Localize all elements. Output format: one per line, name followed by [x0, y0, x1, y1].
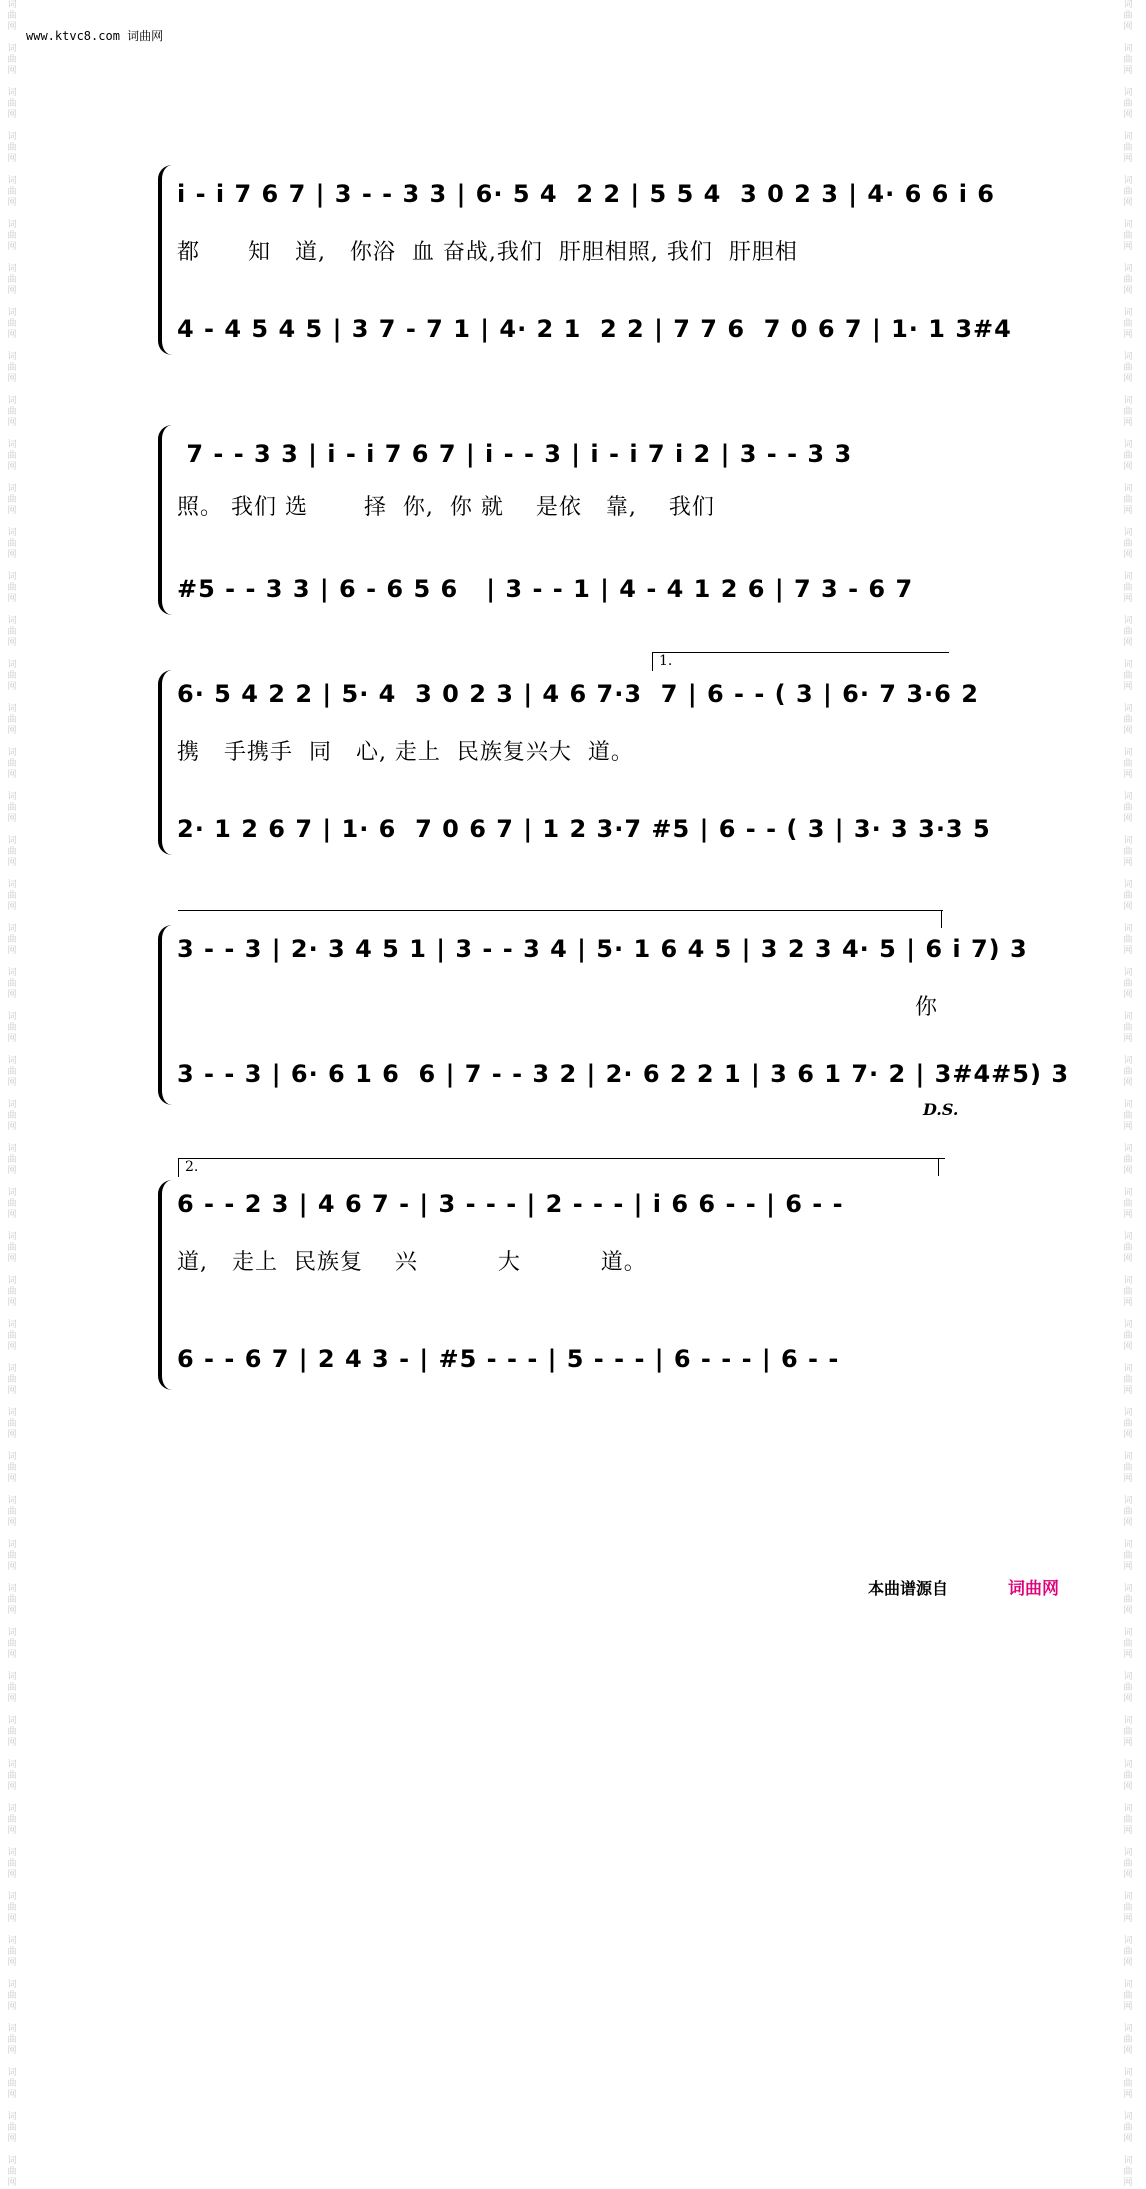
lower-voice: 4 - 4 5 4 5 | 3 7 - 7 1 | 4· 2 1 2 2 | 7 7 6 7 0 6 7 | 1· 1 3#4 [177, 315, 1012, 343]
source-label: 本曲谱源自 [868, 1579, 949, 1598]
lower-voice: 6 - - 6 7 | 2 4 3 - | #5 - - - | 5 - - - | 6 - - - | 6 - - [177, 1345, 840, 1373]
upper-voice: 7 - - 3 3 | i - i 7 6 7 | i - - 3 | i - i 7 i 2 | 3 - - 3 3 [177, 440, 853, 468]
lyric-line: 都 知 道, 你浴 血 奋战,我们 肝胆相照, 我们 肝胆相 [177, 240, 798, 265]
lyric-line: 照。 我们 选 择 你, 你 就 是依 靠, 我们 [177, 495, 715, 520]
upper-voice: 6 - - 2 3 | 4 6 7 - | 3 - - - | 2 - - - | i 6 6 - - | 6 - - [177, 1190, 844, 1218]
system-3 [155, 675, 995, 875]
watermark-left: 词 曲 网 词 曲 网 词 曲 网 词 曲 网 词 曲 网 词 曲 网 词 曲 网 词 曲 网 词 曲 网 词 曲 网 词 曲 网 词 曲 网 词 曲 网 词 曲 网 词 曲 网 词 曲 网 词 曲 网 词 曲 网 词 曲 网 词 曲 网 词 曲 网 词 曲 网 词 曲 网 词 曲 网 词 曲 网 词 曲 网 词 曲 网 词 曲 网 词 曲 网 词 曲 网 词 曲 网 词 曲 网 词 曲 网 词 曲 网 词 曲 网 词 曲 网 词 曲 网 词 曲 网 词 曲 网 词 曲 网 词 曲 网 词 曲 网 词 曲 网 词 曲 网 词 曲 网 词 曲 网 词 曲 网 词 曲 网 词 曲 网 词 曲 网 [7, 0, 17, 2188]
source-name: 词曲网 [1008, 1579, 1059, 1599]
site-header: www.ktvc8.com 词曲网 [26, 29, 164, 43]
lyric-line: 你 [915, 995, 939, 1020]
lyric-line: 道, 走上 民族复 兴 大 道。 [177, 1250, 647, 1275]
system-4 [155, 930, 1070, 1130]
system-5 [155, 1185, 995, 1405]
volta-end [941, 910, 942, 928]
system-2 [155, 435, 995, 635]
upper-voice: i - i 7 6 7 | 3 - - 3 3 | 6· 5 4 2 2 | 5 5 4 3 0 2 3 | 4· 6 6 i 6 [177, 180, 995, 208]
volta-end [938, 1158, 939, 1176]
lower-voice: 2· 1 2 6 7 | 1· 6 7 0 6 7 | 1 2 3·7 #5 | 6 - - ( 3 | 3· 3 3·3 5 [177, 815, 991, 843]
upper-voice: 3 - - 3 | 2· 3 4 5 1 | 3 - - 3 4 | 5· 1 6 4 5 | 3 2 3 4· 5 | 6 i 7) 3 [177, 935, 1028, 963]
lower-voice: #5 - - 3 3 | 6 - 6 5 6 | 3 - - 1 | 4 - 4 1 2 6 | 7 3 - 6 7 [177, 575, 914, 603]
dal-segno-mark: D.S. [923, 1100, 959, 1119]
lyric-line: 携 手携手 同 心, 走上 民族复兴大 道。 [177, 740, 634, 765]
volta-line [178, 910, 943, 911]
watermark-right: 词 曲 网 词 曲 网 词 曲 网 词 曲 网 词 曲 网 词 曲 网 词 曲 网 词 曲 网 词 曲 网 词 曲 网 词 曲 网 词 曲 网 词 曲 网 词 曲 网 词 曲 网 词 曲 网 词 曲 网 词 曲 网 词 曲 网 词 曲 网 词 曲 网 词 曲 网 词 曲 网 词 曲 网 词 曲 网 词 曲 网 词 曲 网 词 曲 网 词 曲 网 词 曲 网 词 曲 网 词 曲 网 词 曲 网 词 曲 网 词 曲 网 词 曲 网 词 曲 网 词 曲 网 词 曲 网 词 曲 网 词 曲 网 词 曲 网 词 曲 网 词 曲 网 词 曲 网 词 曲 网 词 曲 网 词 曲 网 词 曲 网 词 曲 网 [1123, 0, 1133, 2188]
volta-2: 2. [178, 1158, 945, 1177]
volta-1: 1. [652, 652, 949, 671]
upper-voice: 6· 5 4 2 2 | 5· 4 3 0 2 3 | 4 6 7·3 7 | 6 - - ( 3 | 6· 7 3·6 2 [177, 680, 979, 708]
lower-voice: 3 - - 3 | 6· 6 1 6 6 | 7 - - 3 2 | 2· 6 2 2 1 | 3 6 1 7· 2 | 3#4#5) 3 [177, 1060, 1070, 1088]
system-1 [155, 175, 1012, 375]
